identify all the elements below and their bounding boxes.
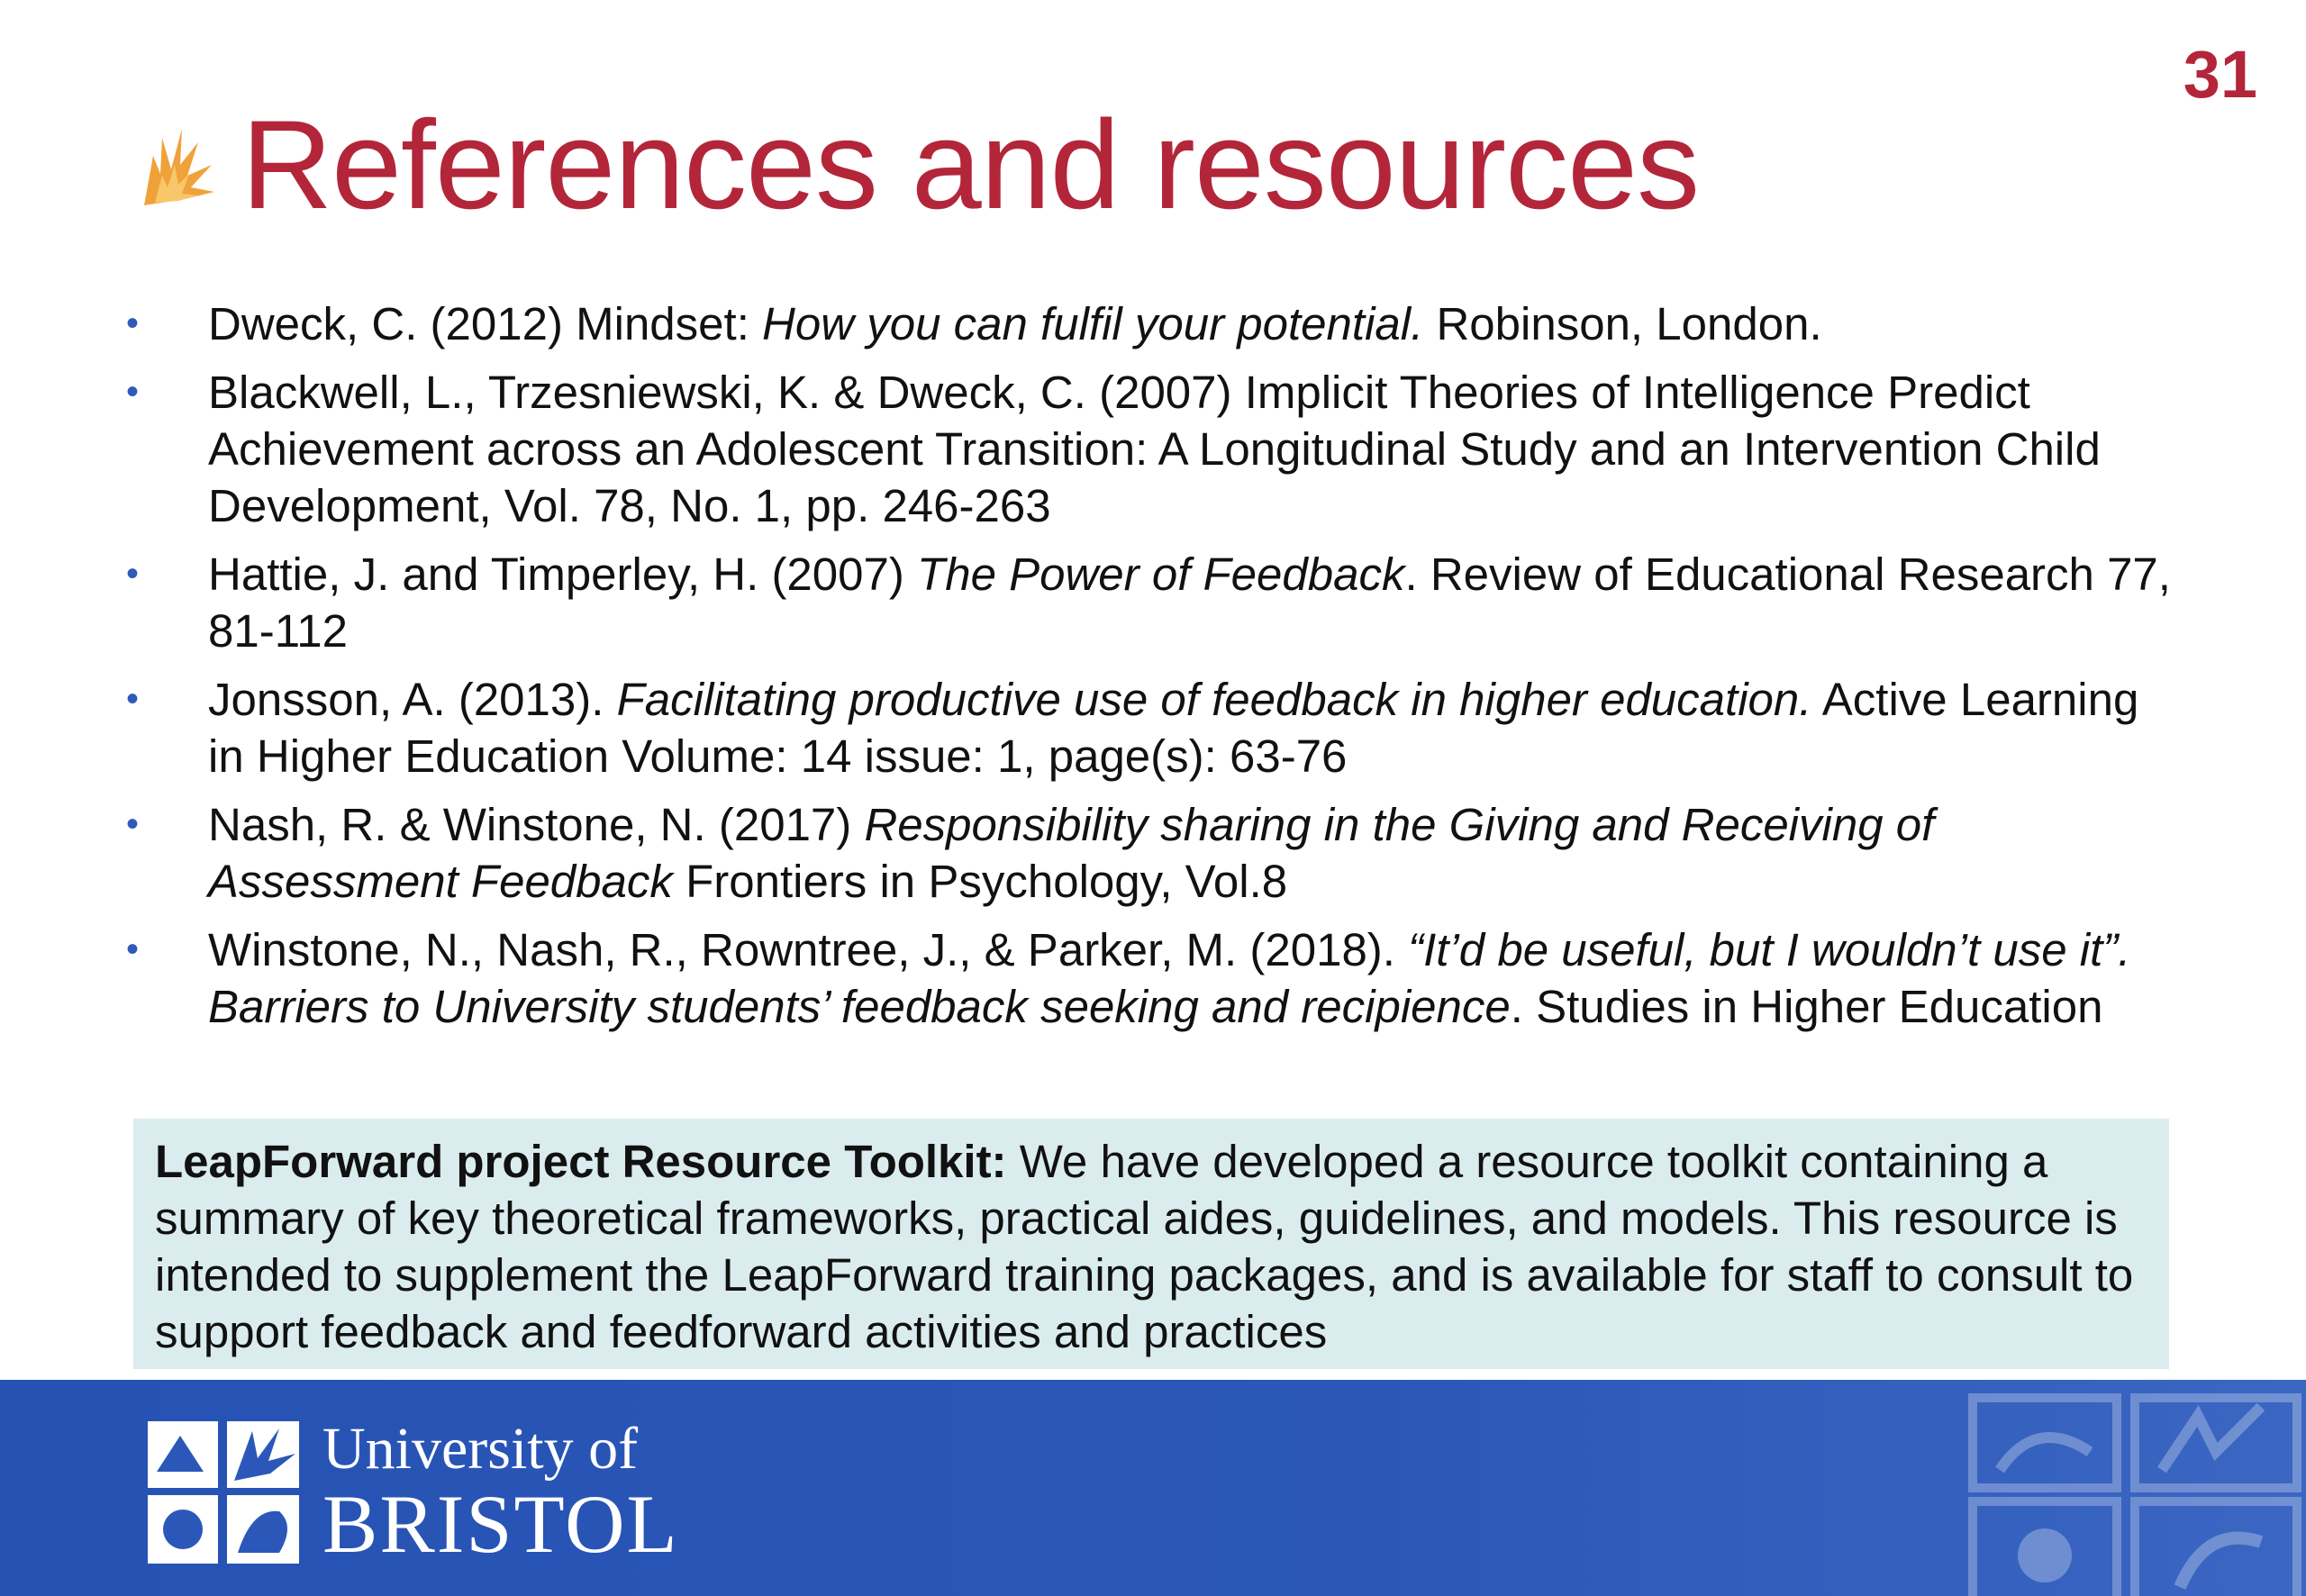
reference-title: “It’d be useful, but I wouldn’t use it”. Barriers to University students’ feedback seeking and recipience [208,924,2131,1032]
reference-text: Dweck, C. (2012) Mindset: [208,298,763,349]
bullet-icon: • [126,372,140,412]
reference-text: Nash, R. & Winstone, N. (2017) [208,799,865,850]
reference-text: Hattie, J. and Timperley, H. (2007) [208,549,918,600]
logo-line-1: University of [322,1416,639,1482]
reference-item [126,364,2180,534]
crest-watermark-icon [1964,1380,2306,1596]
reference-item [126,921,2180,1035]
university-logo [144,1416,679,1570]
logo-line-2: BRISTOL [322,1478,679,1570]
reference-text: Active Learning in Higher Education Volume: 14 issue: 1, page(s): 63-76 [208,674,2139,782]
reference-text: Jonsson, A. (2013). [208,674,617,725]
page-title: References and resources [241,94,1699,235]
reference-text: Blackwell, L., Trzesniewski, K. & Dweck, C. (2007) Implicit Theories of Intelligence Predict Achievement across an Adolescent Transition: A Longitudinal Study and an Intervention Child Development, Vol. 78, No. 1, pp. 246-263 [208,367,2101,531]
reference-item [126,295,2180,352]
reference-item [126,671,2180,784]
bullet-icon: • [126,929,140,969]
university-crest-icon [144,1418,303,1567]
toolkit-body: We have developed a resource toolkit containing a summary of key theoretical frameworks, practical aides, guidelines, and models. This resource is intended to supplement the LeapForward training packages, and is available for staff to consult to support feedback and feedforward activities and practices [155,1136,2134,1357]
reference-item [126,546,2180,659]
flame-icon [135,120,216,210]
reference-text: . Review of Educational Research 77, 81-112 [208,549,2171,657]
title-row [135,94,1699,235]
toolkit-heading: LeapForward project Resource Toolkit: [155,1136,1007,1187]
bullet-icon: • [126,554,140,594]
reference-title: The Power of Feedback [917,549,1405,600]
reference-text: Winstone, N., Nash, R., Rowntree, J., & Parker, M. (2018). [208,924,1409,975]
reference-text: Robinson, London. [1423,298,1822,349]
bullet-icon: • [126,679,140,719]
reference-text: Frontiers in Psychology, Vol.8 [672,856,1288,907]
reference-title: Responsibility sharing in the Giving and Receiving of Assessment Feedback [208,799,1935,907]
reference-list [126,295,2180,1047]
footer-bar [0,1380,2306,1596]
reference-title: How you can fulfil your potential. [762,298,1424,349]
slide-number: 31 [2183,37,2257,112]
toolkit-callout [133,1119,2169,1369]
bullet-icon: • [126,804,140,844]
bullet-icon: • [126,304,140,343]
reference-title: Facilitating productive use of feedback in higher education. [616,674,1812,725]
reference-text: . Studies in Higher Education [1510,981,2103,1032]
reference-item [126,796,2180,910]
